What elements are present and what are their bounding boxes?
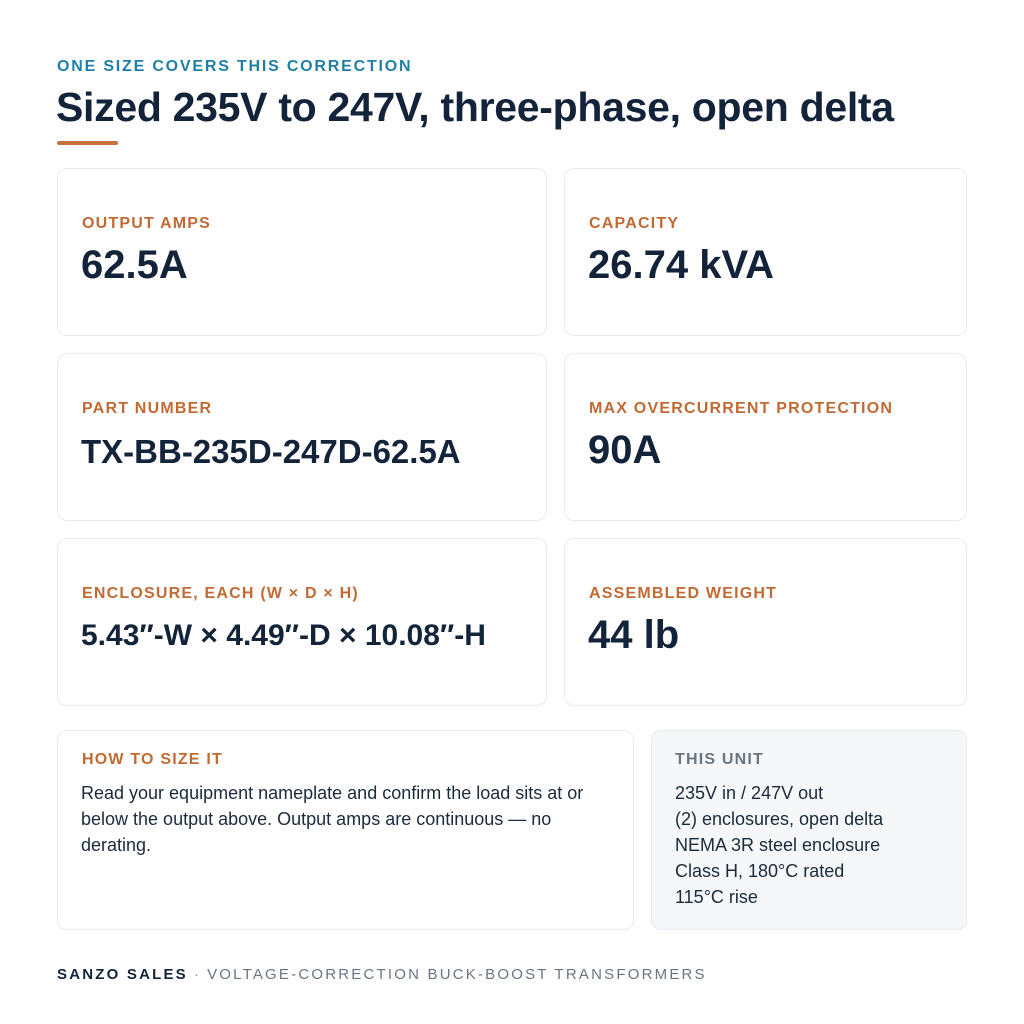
max-overcurrent-label: MAX OVERCURRENT PROTECTION [589,400,894,417]
capacity-card [564,168,967,336]
this-unit-list [675,780,883,910]
capacity-label: CAPACITY [589,215,680,232]
eyebrow: ONE SIZE COVERS THIS CORRECTION [57,58,413,75]
footer-separator: · [193,966,202,983]
how-to-size-card [57,730,634,930]
footer-brand: SANZO SALES [57,966,188,983]
weight-value: 44 lb [588,613,680,657]
this-unit-label: THIS UNIT [675,751,765,768]
output-amps-value: 62.5A [81,243,188,287]
this-unit-panel [651,730,967,930]
title-underline [57,141,118,145]
page-title: Sized 235V to 247V, three-phase, open delta [56,84,894,130]
enclosure-label: ENCLOSURE, EACH (W × D × H) [82,585,359,602]
list-item: (2) enclosures, open delta [675,809,884,829]
footer [57,966,707,983]
part-number-card [57,353,547,521]
list-item: Class H, 180°C rated [675,861,845,881]
footer-tagline: VOLTAGE-CORRECTION BUCK-BOOST TRANSFORMERS [207,966,707,983]
enclosure-value: 5.43″-W × 4.49″-D × 10.08″-H [81,619,486,652]
list-item: 235V in / 247V out [675,783,824,803]
enclosure-card [57,538,547,706]
part-number-label: PART NUMBER [82,400,213,417]
list-item: NEMA 3R steel enclosure [675,835,881,855]
capacity-value: 26.74 kVA [588,243,775,287]
output-amps-card [57,168,547,336]
weight-card [564,538,967,706]
how-to-size-label: HOW TO SIZE IT [82,751,223,768]
max-overcurrent-card [564,353,967,521]
output-amps-label: OUTPUT AMPS [82,215,212,232]
weight-label: ASSEMBLED WEIGHT [589,585,778,602]
how-to-size-body: Read your equipment nameplate and confirm the load sits at or below the output above. Output amps are continuous — no derating. [81,783,584,855]
max-overcurrent-value: 90A [588,428,662,472]
part-number-value: TX-BB-235D-247D-62.5A [81,433,461,470]
list-item: 115°C rise [675,887,758,907]
